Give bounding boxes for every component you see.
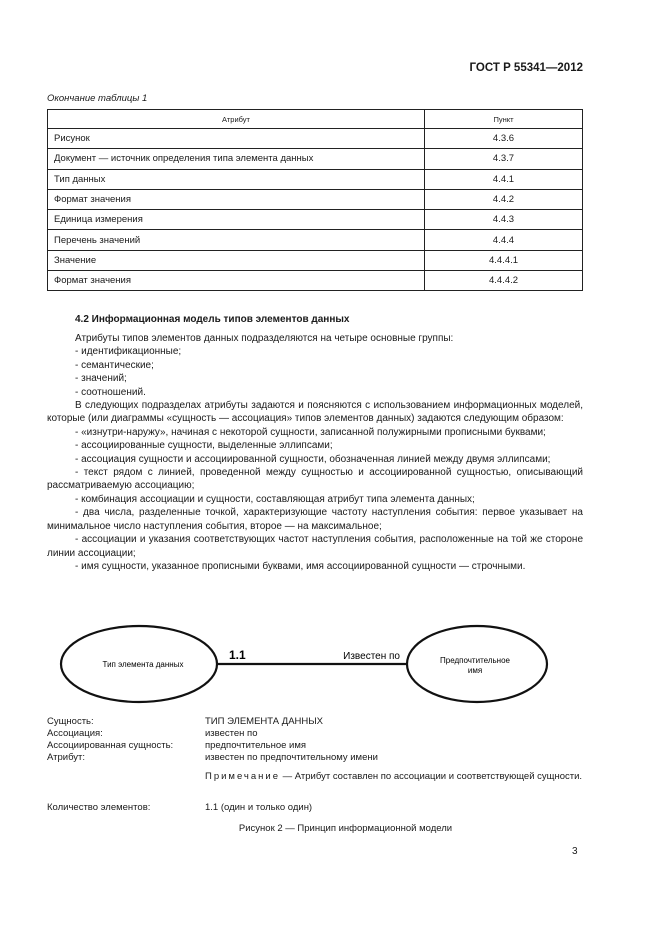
convention-item: - ассоциация сущности и ассоциированной сущности, обозначенная линией между двумя эллипсами; (75, 453, 551, 465)
table-row (48, 169, 583, 189)
attribute-cell: Единица измерения (48, 210, 425, 230)
association-label: Известен по (343, 651, 400, 662)
entity-label: Тип элемента данных (102, 660, 184, 669)
group-item: - значений; (75, 373, 127, 385)
section-body (47, 332, 583, 573)
table-caption: Окончание таблицы 1 (47, 93, 148, 104)
attribute-cell: Значение (48, 250, 425, 270)
note-tag: Примечание (205, 771, 280, 782)
page-number: 3 (572, 846, 578, 857)
method-paragraph: В следующих подразделах атрибуты задаются и поясняются с использованием информационных моделей, которые (или диаграммы «сущность — ассоциация» типов элементов данных) задаются следующим образом: (47, 400, 583, 425)
intro-paragraph: Атрибуты типов элементов данных подразделяются на четыре основные группы: (75, 333, 454, 344)
legend-count-value: 1.1 (один и только один) (205, 802, 313, 813)
legend-association-label: Ассоциация: (47, 728, 103, 739)
column-header-attribute: Атрибут (48, 110, 425, 129)
legend-count-label: Количество элементов: (47, 802, 151, 813)
group-item: - семантические; (75, 359, 154, 371)
point-cell: 4.4.4 (425, 230, 583, 250)
table-row (48, 149, 583, 169)
column-header-point: Пункт (425, 110, 583, 129)
attributes-table (47, 109, 583, 291)
point-cell: 4.4.4.1 (425, 250, 583, 270)
legend-entity-label: Сущность: (47, 716, 94, 727)
attribute-cell: Перечень значений (48, 230, 425, 250)
point-cell: 4.4.3 (425, 210, 583, 230)
legend-association-value: известен по (205, 728, 258, 739)
table-row (48, 250, 583, 270)
point-cell: 4.4.4.2 (425, 271, 583, 291)
convention-item: - комбинация ассоциации и сущности, составляющая атрибут типа элемента данных; (75, 493, 475, 505)
legend-assoc-entity-value: предпочтительное имя (205, 740, 307, 751)
legend-assoc-entity-label: Ассоциированная сущность: (47, 740, 174, 751)
legend-entity-value: ТИП ЭЛЕМЕНТА ДАННЫХ (205, 716, 323, 727)
associated-entity-label-line2: имя (467, 666, 483, 675)
point-cell: 4.4.2 (425, 189, 583, 209)
point-cell: 4.3.7 (425, 149, 583, 169)
attribute-cell: Формат значения (48, 189, 425, 209)
standard-number: ГОСТ Р 55341—2012 (469, 62, 583, 74)
table-row (48, 210, 583, 230)
attribute-cell: Документ — источник определения типа элемента данных (48, 149, 425, 169)
group-item: - соотношений. (75, 386, 146, 398)
table-row (48, 271, 583, 291)
group-item: - идентификационные; (75, 346, 182, 358)
point-cell: 4.4.1 (425, 169, 583, 189)
attribute-cell: Тип данных (48, 169, 425, 189)
legend-attribute-value: известен по предпочтительному имени (205, 752, 378, 763)
section-title: 4.2 Информационная модель типов элементов данных (75, 314, 350, 325)
table-row (48, 230, 583, 250)
table-row (48, 129, 583, 149)
point-cell: 4.3.6 (425, 129, 583, 149)
attribute-cell: Рисунок (48, 129, 425, 149)
note-text: — Атрибут составлен по ассоциации и соответствующей сущности. (280, 771, 583, 782)
note (205, 771, 583, 783)
convention-item: - «изнутри-наружу», начиная с некоторой сущности, записанной полужирными прописными буквами; (75, 426, 546, 438)
convention-item: - два числа, разделенные точкой, характеризующие частоту наступления события: первое указывает на минимальное число наступления события, второе — на максимальное; (47, 507, 583, 532)
attribute-cell: Формат значения (48, 271, 425, 291)
convention-item: - ассоциации и указания соответствующих частот наступления события, расположенные на той же стороне линии ассоциации; (47, 534, 583, 559)
convention-item: - имя сущности, указанное прописными буквами, имя ассоциированной сущности — строчными. (75, 560, 526, 572)
cardinality-label: 1.1 (229, 648, 246, 662)
associated-entity-label-line1: Предпочтительное (440, 656, 510, 665)
convention-item: - ассоциированные сущности, выделенные эллипсами; (75, 440, 333, 452)
figure-caption: Рисунок 2 — Принцип информационной модели (238, 823, 453, 834)
information-model-diagram (47, 620, 583, 712)
table-header-row (48, 110, 583, 129)
convention-item: - текст рядом с линией, проведенной между сущностью и ассоциированной сущностью, описывающий рассматриваемую ассоциацию; (47, 467, 583, 492)
legend-attribute-label: Атрибут: (47, 752, 86, 763)
table-row (48, 189, 583, 209)
